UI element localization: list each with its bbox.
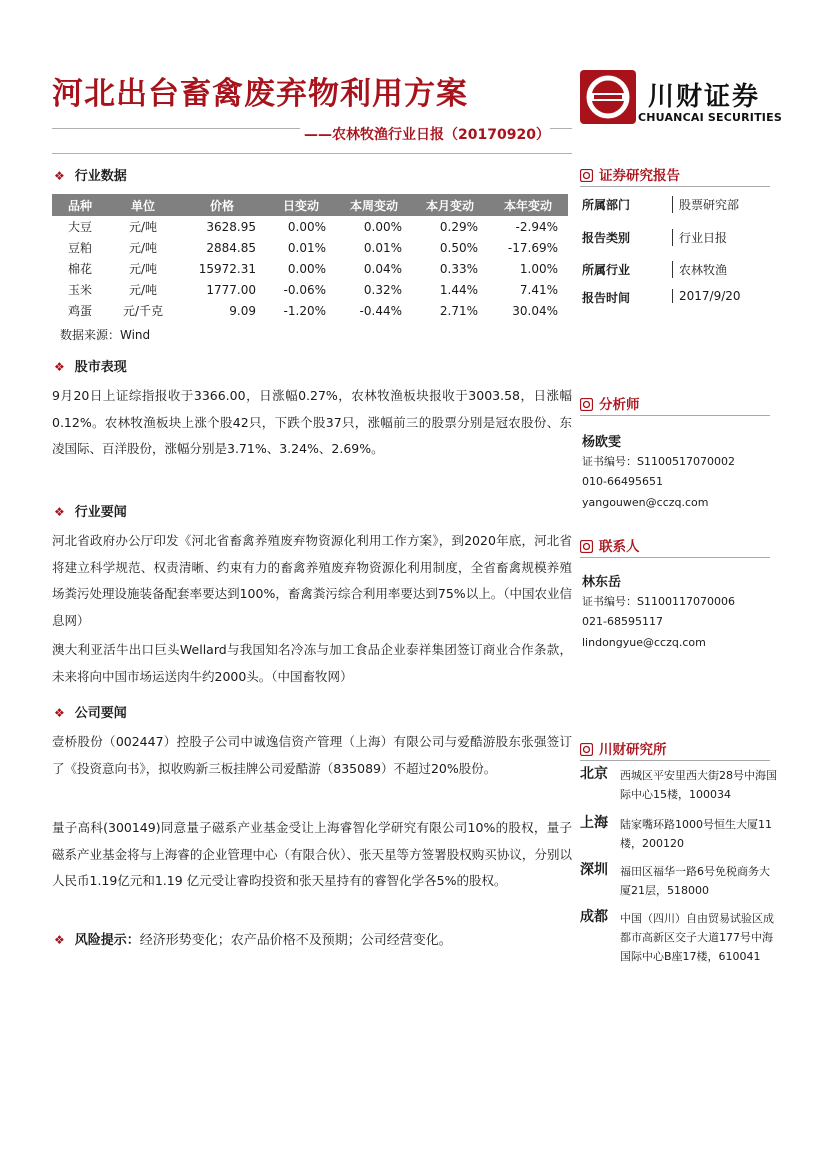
col-header: 本周变动 bbox=[336, 194, 412, 216]
table-cell: -1.20% bbox=[283, 303, 326, 318]
table-row bbox=[52, 300, 568, 321]
table-cell: 3628.95 bbox=[206, 219, 256, 234]
table-row bbox=[52, 258, 568, 279]
contact-phone: 021-68595117 bbox=[582, 615, 663, 628]
diamond-icon: ❖ bbox=[54, 505, 65, 519]
risk-label: 风险提示： bbox=[74, 933, 140, 948]
section-company bbox=[54, 702, 127, 721]
sidebar-divider bbox=[580, 557, 770, 558]
report-key: 所属行业 bbox=[582, 263, 631, 277]
table-cell: 0.01% bbox=[363, 240, 402, 255]
table-cell: -0.06% bbox=[283, 282, 326, 297]
table-cell: 0.00% bbox=[287, 219, 326, 234]
market-paragraph: 9月20日上证综指报收于3366.00，日涨幅0.27%，农林牧渔板块报收于3003.58，日涨幅0.12%。农林牧渔板块上涨个股42只，下跌个股37只，涨幅前三的股票分别是冠农股份、东凌国际、百洋股份，涨幅分别是3.71%、3.24%、2.69%。 bbox=[52, 388, 572, 456]
table-cell: 棉花 bbox=[67, 262, 92, 276]
sidebar-divider bbox=[580, 415, 770, 416]
risk-note bbox=[54, 929, 452, 948]
office-address: 福田区福华一路6号免税商务大厦21层，518000 bbox=[620, 865, 770, 897]
table-cell: 元/吨 bbox=[128, 262, 158, 276]
table-cell: -2.94% bbox=[515, 219, 558, 234]
table-cell: -17.69% bbox=[507, 240, 558, 255]
table-cell: 鸡蛋 bbox=[67, 304, 92, 318]
table-cell: 豆粕 bbox=[67, 241, 92, 255]
section-market bbox=[54, 356, 127, 375]
report-icon bbox=[580, 169, 593, 182]
table-cell: 元/吨 bbox=[128, 241, 158, 255]
contact-icon bbox=[580, 540, 593, 553]
brand-name-cn: 川财证券 bbox=[648, 82, 761, 112]
table-cell: 0.29% bbox=[439, 219, 478, 234]
table-cell: 0.50% bbox=[439, 240, 478, 255]
section-industry-data bbox=[54, 165, 127, 184]
office-city: 成都 bbox=[580, 909, 608, 925]
report-value: 农林牧渔 bbox=[672, 261, 727, 278]
institute-icon bbox=[580, 743, 593, 756]
table-row bbox=[52, 279, 568, 300]
col-header: 日变动 bbox=[266, 194, 336, 216]
office-address: 西城区平安里西大街28号中海国际中心15楼，100034 bbox=[620, 769, 777, 801]
table-cell: -0.44% bbox=[359, 303, 402, 318]
report-key: 报告类别 bbox=[582, 231, 631, 245]
analyst-email[interactable]: yangouwen@cczq.com bbox=[582, 496, 709, 509]
news-paragraph-1: 河北省政府办公厅印发《河北省畜禽养殖废弃物资源化利用工作方案》，到2020年底，河北省将建立科学规范、权责清晰、约束有力的畜禽养殖废弃物资源化利用制度，全省畜禽规模养殖场粪污处理设施装备配套率要达到100%，畜禽粪污综合利用率要达到75%以上。（中国农业信息网） bbox=[52, 533, 572, 628]
company-paragraph-2: 量子高科(300149)同意量子磁系产业基金受让上海睿智化学研究有限公司10%的股权，量子磁系产业基金将与上海睿的企业管理中心（有限合伙）、张天星等方签署股权购买协议，分别以人民币1.19亿元和1.19 亿元受让睿昀投资和张天星持有的睿智化学各5%的股权。 bbox=[52, 820, 572, 888]
section-news bbox=[54, 501, 127, 520]
page-subtitle: ——农林牧渔行业日报（20170920） bbox=[300, 124, 550, 144]
report-key: 所属部门 bbox=[582, 198, 631, 212]
col-header: 价格 bbox=[178, 194, 266, 216]
contact-name: 林东岳 bbox=[582, 575, 622, 590]
office-city: 上海 bbox=[580, 815, 608, 831]
header-rule-bottom bbox=[52, 153, 572, 154]
diamond-icon: ❖ bbox=[54, 169, 65, 183]
table-header-row bbox=[52, 194, 568, 216]
sidebar-heading-text: 证券研究报告 bbox=[599, 168, 680, 184]
news-paragraph-2: 澳大利亚活牛出口巨头Wellard与我国知名冷冻与加工食品企业泰祥集团签订商业合作条款，未来将向中国市场运送肉牛约2000头。（中国畜牧网） bbox=[52, 642, 572, 684]
table-cell: 大豆 bbox=[67, 220, 92, 234]
diamond-icon: ❖ bbox=[54, 360, 65, 374]
sidebar-divider bbox=[580, 186, 770, 187]
contact-cert: 证书编号：S1100117070006 bbox=[582, 595, 735, 608]
table-cell: 0.01% bbox=[287, 240, 326, 255]
table-cell: 1.44% bbox=[439, 282, 478, 297]
sidebar-heading-text: 川财研究所 bbox=[599, 742, 667, 758]
analyst-name: 杨欧雯 bbox=[582, 435, 622, 450]
sidebar-divider bbox=[580, 760, 770, 761]
table-cell: 2.71% bbox=[439, 303, 478, 318]
table-cell: 9.09 bbox=[229, 303, 256, 318]
report-value: 行业日报 bbox=[672, 229, 727, 246]
sidebar-report-heading bbox=[580, 164, 680, 184]
office-address: 陆家嘴环路1000号恒生大厦11楼，200120 bbox=[620, 818, 772, 850]
page-title: 河北出台畜禽废弃物利用方案 bbox=[52, 76, 468, 112]
table-cell: 元/吨 bbox=[128, 220, 158, 234]
section-heading: 行业数据 bbox=[74, 169, 127, 184]
table-cell: 0.00% bbox=[287, 261, 326, 276]
analyst-phone: 010-66495651 bbox=[582, 475, 663, 488]
table-cell: 元/吨 bbox=[128, 283, 158, 297]
table-cell: 0.33% bbox=[439, 261, 478, 276]
brand-name-en: CHUANCAI SECURITIES bbox=[638, 111, 782, 124]
table-cell: 0.04% bbox=[363, 261, 402, 276]
diamond-icon: ❖ bbox=[54, 706, 65, 720]
table-cell: 0.32% bbox=[363, 282, 402, 297]
analyst-icon bbox=[580, 398, 593, 411]
col-header: 品种 bbox=[52, 194, 108, 216]
report-value: 股票研究部 bbox=[672, 196, 739, 213]
data-source: 数据来源：Wind bbox=[60, 328, 151, 342]
table-cell: 7.41% bbox=[519, 282, 558, 297]
analyst-cert: 证书编号：S1100517070002 bbox=[582, 455, 735, 468]
col-header: 单位 bbox=[108, 194, 178, 216]
contact-email[interactable]: lindongyue@cczq.com bbox=[582, 636, 706, 649]
table-cell: 30.04% bbox=[512, 303, 558, 318]
sidebar-analyst-heading bbox=[580, 393, 640, 413]
office-city: 北京 bbox=[580, 766, 608, 782]
table-cell: 0.00% bbox=[363, 219, 402, 234]
sidebar-institute-heading bbox=[580, 738, 667, 758]
section-heading: 公司要闻 bbox=[74, 706, 127, 721]
table-cell: 1777.00 bbox=[206, 282, 256, 297]
diamond-icon: ❖ bbox=[54, 933, 65, 947]
table-cell: 元/千克 bbox=[122, 304, 164, 318]
industry-data-table bbox=[52, 194, 568, 321]
table-cell: 15972.31 bbox=[198, 261, 256, 276]
col-header: 本月变动 bbox=[412, 194, 488, 216]
table-row bbox=[52, 216, 568, 237]
sidebar-heading-text: 联系人 bbox=[599, 539, 640, 555]
table-cell: 玉米 bbox=[67, 283, 92, 297]
table-row bbox=[52, 237, 568, 258]
col-header: 本年变动 bbox=[488, 194, 568, 216]
section-heading: 股市表现 bbox=[74, 360, 127, 375]
sidebar-contact-heading bbox=[580, 535, 640, 555]
office-city: 深圳 bbox=[580, 862, 608, 878]
table-cell: 2884.85 bbox=[206, 240, 256, 255]
company-paragraph-1: 壹桥股份（002447）控股子公司中诚逸信资产管理（上海）有限公司与爱酷游股东张强签订了《投资意向书》，拟收购新三板挂牌公司爱酷游（835089）不超过20%股份。 bbox=[52, 734, 572, 776]
table-cell: 1.00% bbox=[519, 261, 558, 276]
sidebar-heading-text: 分析师 bbox=[599, 397, 640, 413]
office-address: 中国（四川）自由贸易试验区成都市高新区交子大道177号中海国际中心B座17楼，610041 bbox=[620, 912, 774, 963]
report-value: 2017/9/20 bbox=[672, 289, 741, 303]
report-key: 报告时间 bbox=[582, 291, 631, 305]
company-logo bbox=[580, 70, 636, 124]
risk-text: 经济形势变化；农产品价格不及预期；公司经营变化。 bbox=[139, 933, 452, 948]
section-heading: 行业要闻 bbox=[74, 505, 127, 520]
